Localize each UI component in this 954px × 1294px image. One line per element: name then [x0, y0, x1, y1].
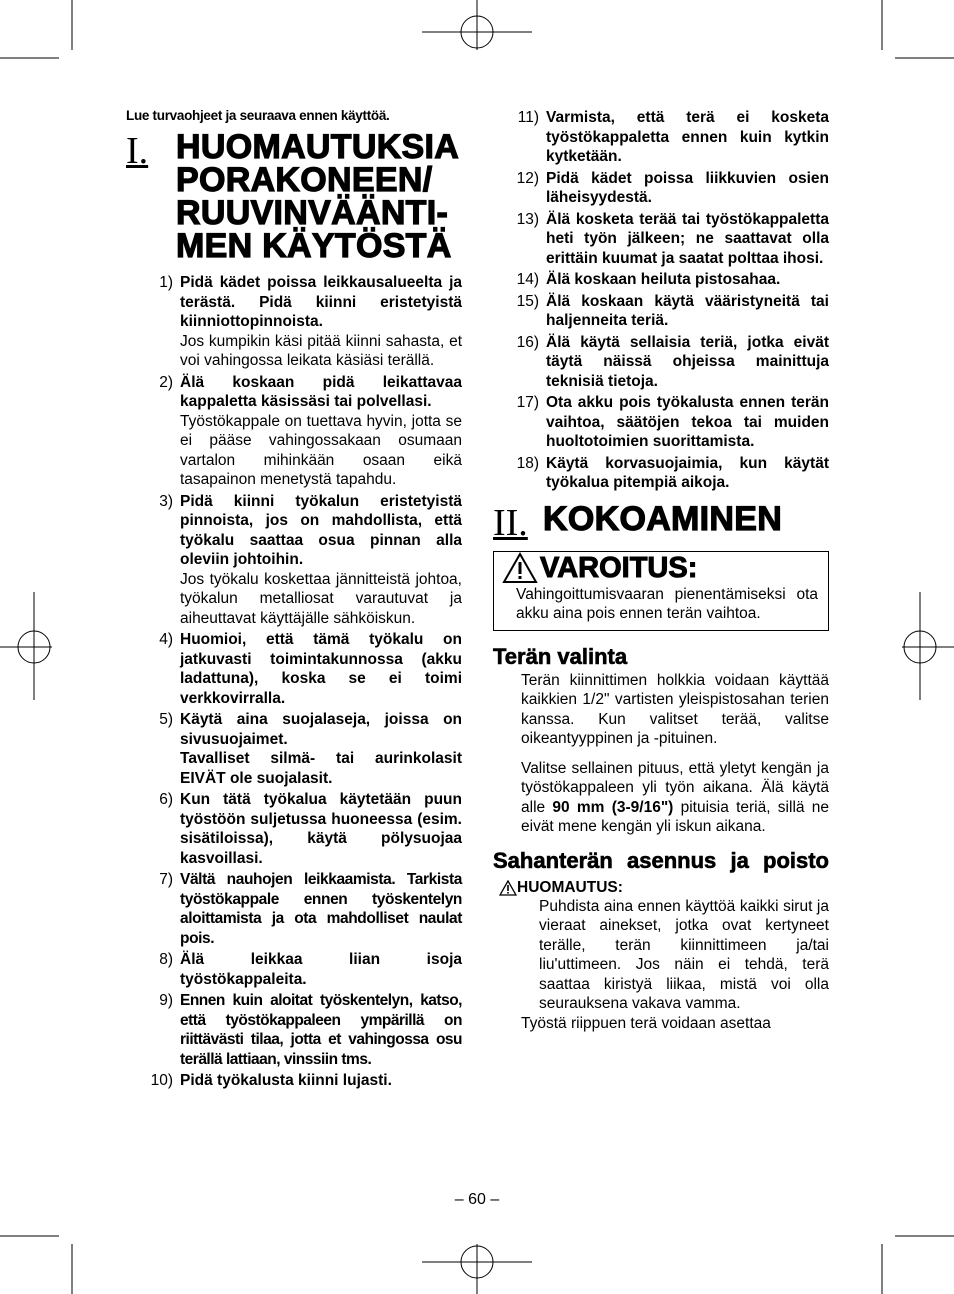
warning-triangle-icon: [502, 552, 538, 584]
list-item: [126, 373, 462, 490]
warning-box: [493, 551, 829, 631]
list-item: [493, 393, 829, 452]
item-bold: Älä leikkaa liian isoja työstökappaleita.: [180, 951, 462, 988]
item-number: 2): [159, 373, 173, 391]
caution-label: [499, 879, 829, 897]
section2-roman: II.: [493, 501, 528, 544]
title-line: RUUVINVÄÄNTI-: [176, 194, 449, 232]
blade-length-value: 90 mm (3-9/16"): [552, 798, 674, 816]
list-item: [126, 273, 462, 371]
list-item: [493, 270, 829, 290]
title-line: MEN KÄYTÖSTÄ: [176, 227, 452, 265]
item-bold: Huomioi, että tämä työkalu on jatkuvasti toimintakunnossa (akku ladattuna), koska se ei toimi verkkovirralla.: [180, 631, 462, 707]
item-bold: Käytä korvasuojaimia, kun käytät työkalua pitempiä aikoja.: [546, 454, 829, 491]
item-number: 10): [150, 1072, 173, 1089]
list-item: [493, 333, 829, 392]
item-bold: Pidä kiinni työkalun eristetyistä pinnoista, jos on mahdollista, että työkalu saattaa osua pinnan alla oleviin johtoihin.: [180, 492, 462, 568]
list-item: [493, 169, 829, 208]
list-item: [493, 454, 829, 493]
item-number: 8): [159, 951, 173, 968]
item-number: 15): [516, 292, 539, 310]
item-text: Jos kumpikin käsi pitää kiinni sahasta, et voi vahingossa leikata käsiäsi terällä.: [180, 332, 462, 369]
list-item: [126, 1071, 462, 1091]
item-bold: Älä koskaan pidä leikattavaa kappaletta käsissäsi tai polvellasi.: [180, 373, 462, 410]
item-bold: Ota akku pois työkalusta ennen terän vaihtoa, säätöjen tekoa tai muiden huoltotoimien suorittamista.: [546, 394, 829, 450]
item-bold: Vältä nauhojen leikkaamista. Tarkista työstökappale ennen työskentelyn aloittamista ja ota mahdolliset naulat pois.: [180, 871, 462, 947]
title-line: HUOMAUTUKSIA: [176, 128, 460, 166]
para-text: pituisia teriä, sillä ne eivät mene kengän yli iskun aikana.: [521, 798, 829, 835]
list-item: [126, 870, 462, 948]
list-item: [126, 950, 462, 989]
item-number: 11): [517, 109, 539, 126]
item-bold: Tavalliset silmä- tai aurinkolasit EIVÄT ole suojalasit.: [180, 750, 462, 787]
list-item: [493, 108, 829, 167]
warning-header: [502, 552, 818, 585]
list-item: [126, 630, 462, 708]
right-column: [493, 108, 829, 1033]
warning-text: Vahingoittumisvaaran pienentämiseksi ota akku aina pois ennen terän vaihtoa.: [516, 585, 818, 622]
item-number: 7): [159, 871, 173, 888]
section1-title: [176, 128, 460, 265]
item-text: Työstökappale on tuettava hyvin, jotta se ei pääse vahingossakaan osumaan vartalon mihinkään osaan eikä tasapainon menetystä tapahdu.: [180, 412, 462, 488]
blade-selection-para2: [493, 759, 829, 837]
item-number: 3): [159, 492, 173, 510]
item-bold: Älä koskaan heiluta pistosahaa.: [546, 271, 781, 288]
item-number: 9): [159, 992, 173, 1009]
list-item: [126, 790, 462, 868]
item-bold: Pidä kädet poissa leikkausalueelta ja terästä. Pidä kiinni eristetyistä kiinniottopinnoista.: [180, 274, 462, 330]
blade-install-para: Työstä riippuen terä voidaan asettaa: [521, 1014, 771, 1032]
list-item: [493, 210, 829, 269]
list-item: [493, 292, 829, 331]
item-number: 17): [516, 394, 539, 411]
para-text: Valitse sellainen pituus, että yletyt kengän ja työstökappaleen yli työn aikana. Älä käytä alle: [521, 759, 829, 816]
item-number: 4): [159, 631, 173, 648]
list-item: [126, 991, 462, 1069]
item-number: 14): [516, 271, 539, 288]
item-number: 12): [516, 169, 539, 187]
item-number: 5): [159, 711, 173, 728]
title-line: PORAKONEEN/: [176, 161, 433, 199]
item-bold: Käytä aina suojalaseja, joissa on sivusuojaimet.: [180, 711, 462, 748]
section1-heading: [126, 128, 462, 265]
caution-text: Puhdista aina ennen käyttöä kaikki sirut ja vieraat ainekset, jotka ovat kertyneet terälle, terän kiinnittimeen ja/tai liu'uttimeen. Jos näin ei tehdä, terä saattaa kiristyä liikaa, mistä voi olla seurauksena vakava vamma.: [539, 897, 829, 1012]
caution-triangle-icon: [499, 880, 517, 896]
item-number: 18): [516, 454, 539, 472]
item-bold: Älä käytä sellaisia teriä, jotka eivät täytä näissä ohjeissa mainittuja teknisiä tietoja.: [546, 333, 829, 390]
left-column: [126, 108, 462, 1093]
caution-title: HUOMAUTUS:: [517, 878, 623, 896]
safety-list-right: [493, 108, 829, 493]
warning-title: VAROITUS:: [540, 551, 698, 584]
list-item: [126, 710, 462, 788]
item-bold: Ennen kuin aloitat työskentelyn, katso, että työstökappaleen ympärillä on riittävästi tilaa, jotta et vahingossa osu terällä lattiaan, vinssiin tms.: [180, 992, 462, 1068]
item-number: 1): [159, 274, 173, 291]
safety-list-left: [126, 273, 462, 1091]
item-number: 13): [516, 210, 539, 228]
page-number: – 60 –: [454, 1191, 500, 1208]
item-bold: Älä kosketa terää tai työstökappaletta heti työn jälkeen; ne saattavat olla erittäin kuumat ja saatat polttaa ihosi.: [546, 210, 829, 267]
item-bold: Kun tätä työkalua käytetään puun työstöön suljetussa huoneessa (esim. sisätiloissa), käytä pölysuojaa kasvoillasi.: [180, 791, 462, 867]
item-bold: Pidä työkalusta kiinni lujasti.: [180, 1072, 392, 1089]
intro-text: Lue turvaohjeet ja seuraava ennen käyttöä.: [126, 108, 390, 123]
section2-heading: [493, 499, 829, 544]
section1-roman: I.: [126, 130, 149, 172]
blade-selection-para1: Terän kiinnittimen holkkia voidaan käyttää kaikkien 1/2" vartisten yleispistosahan terien kanssa. Kun valitset terää, valitse oikeantyyppinen ja -pituinen.: [521, 671, 829, 747]
item-text: Jos työkalu koskettaa jännitteistä johtoa, työkalun metalliosat varautuvat ja aiheuttavat käyttäjälle sähköiskun.: [180, 570, 462, 627]
item-bold: Varmista, että terä ei kosketa työstökappaletta ennen kuin kytkin kytketään.: [546, 109, 829, 165]
blade-selection-heading: Terän valinta: [493, 643, 628, 669]
list-item: [126, 492, 462, 629]
section2-title: KOKOAMINEN: [543, 499, 783, 538]
item-bold: Älä koskaan käytä vääristyneitä tai haljenneita teriä.: [546, 292, 829, 329]
item-number: 16): [516, 333, 539, 351]
item-number: 6): [159, 791, 173, 808]
item-bold: Pidä kädet poissa liikkuvien osien läheisyydestä.: [546, 169, 829, 206]
blade-install-heading: Sahanterän asennus ja poisto: [493, 847, 829, 873]
